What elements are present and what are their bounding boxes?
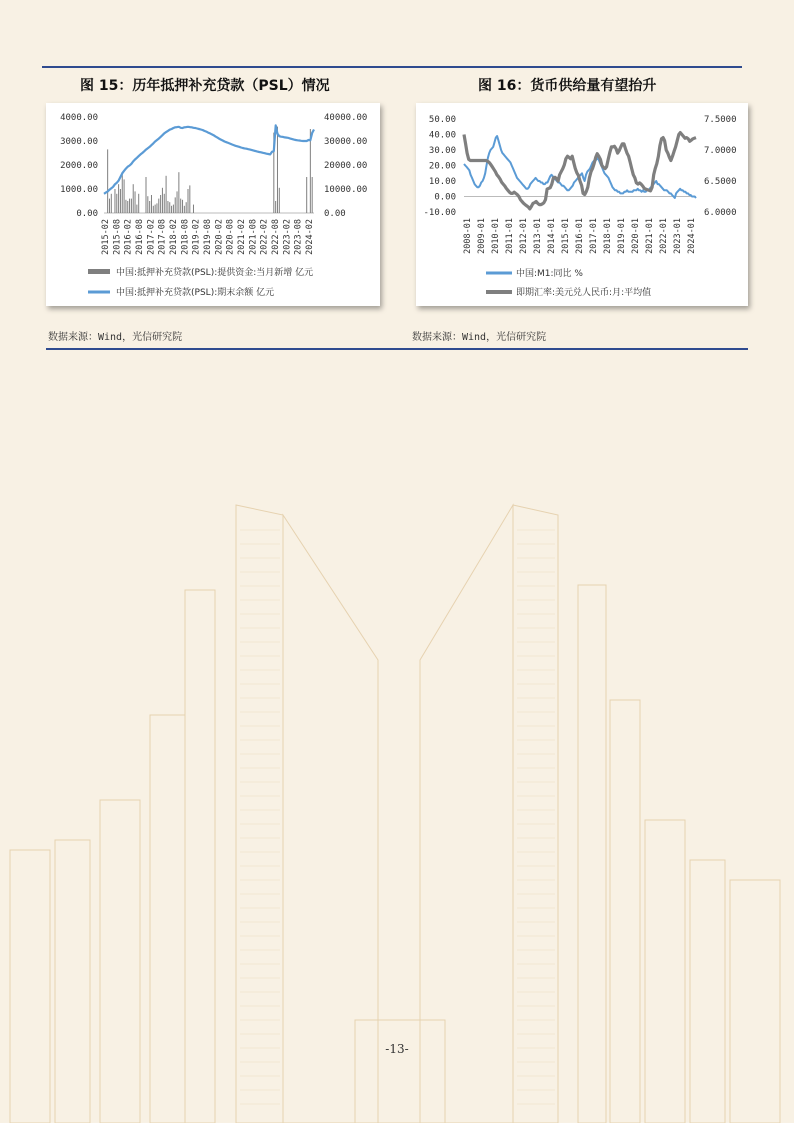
psl-bar (107, 149, 108, 213)
x-tick-label: 2021-08 (248, 219, 259, 255)
x-tick-label: 2011-01 (505, 218, 515, 254)
m1-fx-chart (416, 103, 748, 306)
psl-bar (175, 197, 176, 213)
figure-16-source: 数据来源：Wind，光信研究院 (412, 332, 547, 343)
y-left-tick-label: 40.00 (428, 130, 456, 141)
top-rule (42, 66, 742, 68)
psl-bar (279, 188, 280, 213)
psl-balance-line (104, 125, 314, 193)
x-tick-label: 2009-01 (477, 218, 487, 254)
x-tick-label: 2024-01 (687, 218, 697, 254)
legend-label-fx: 即期汇率:美元兑人民币:月:平均值 (516, 288, 652, 298)
psl-bar (188, 189, 189, 213)
x-tick-label: 2020-01 (631, 218, 641, 254)
psl-bar (173, 205, 174, 213)
y-left-tick-label: 50.00 (428, 115, 456, 125)
psl-bar (120, 189, 121, 213)
y-right-tick-label: 10000.00 (324, 185, 368, 195)
y-left-tick-label: 0.00 (76, 209, 98, 219)
psl-bar (111, 194, 112, 213)
x-tick-label: 2008-01 (463, 218, 473, 254)
x-tick-label: 2016-01 (575, 218, 585, 254)
x-tick-label: 2021-02 (237, 219, 247, 255)
psl-bar (171, 206, 172, 213)
psl-bar (118, 184, 119, 213)
bottom-rule (46, 348, 748, 350)
psl-bar (189, 185, 190, 213)
y-right-tick-label: 40000.00 (324, 113, 368, 123)
psl-bar (151, 195, 152, 213)
psl-bar (127, 201, 128, 213)
psl-bar (146, 177, 147, 213)
x-tick-label: 2023-01 (673, 218, 683, 254)
x-tick-label: 2019-02 (191, 219, 202, 255)
legend-label-m1: 中国:M1:同比 % (516, 269, 583, 279)
psl-bar (158, 199, 159, 213)
x-tick-label: 2017-02 (146, 219, 157, 255)
y-left-tick-label: 3000.00 (60, 137, 98, 147)
figure-16-chart (416, 103, 748, 306)
psl-bar (166, 176, 167, 213)
x-tick-label: 2015-02 (101, 219, 111, 255)
x-tick-label: 2018-01 (603, 218, 613, 254)
y-left-tick-label: 2000.00 (60, 161, 98, 171)
y-left-tick-label: -10.00 (423, 208, 456, 218)
x-tick-label: 2023-08 (293, 219, 304, 255)
legend-label-line: 中国:抵押补充贷款(PSL):期末余额 亿元 (116, 288, 275, 298)
x-tick-label: 2020-02 (214, 219, 225, 255)
psl-bar (310, 129, 311, 213)
x-tick-label: 2012-01 (519, 218, 529, 254)
psl-bar (169, 202, 170, 213)
psl-bar (177, 191, 178, 213)
x-tick-label: 2022-08 (271, 219, 281, 255)
psl-bar (122, 172, 123, 213)
psl-bar (178, 172, 179, 213)
x-tick-label: 2016-08 (135, 219, 145, 255)
figure-15-chart (46, 103, 380, 306)
x-tick-label: 2022-02 (259, 219, 270, 255)
x-tick-label: 2017-08 (157, 219, 168, 255)
figure-16-title: 图 16：货币供给量有望抬升 (478, 78, 657, 94)
y-right-tick-label: 7.0000 (704, 146, 737, 156)
x-tick-label: 2019-01 (617, 218, 627, 254)
y-left-tick-label: 30.00 (428, 146, 456, 156)
y-left-tick-label: 0.00 (434, 192, 456, 203)
psl-bar (114, 189, 115, 213)
y-left-tick-label: 1000.00 (60, 185, 98, 195)
x-tick-label: 2013-01 (533, 218, 543, 254)
psl-bar (147, 196, 148, 213)
x-tick-label: 2010-01 (491, 218, 501, 254)
psl-bar (133, 184, 134, 213)
psl-bar (180, 199, 181, 213)
psl-bar (138, 194, 139, 213)
x-tick-label: 2019-08 (203, 219, 213, 255)
psl-bar (277, 127, 278, 213)
psl-bar (153, 206, 154, 213)
x-tick-label: 2015-01 (561, 218, 571, 254)
y-right-tick-label: 0.00 (324, 209, 346, 219)
x-tick-label: 2016-02 (123, 219, 134, 255)
legend-swatch-bars (88, 269, 110, 274)
psl-bar (124, 179, 125, 213)
x-tick-label: 2015-08 (112, 219, 123, 255)
psl-bar (116, 194, 117, 213)
page-number: -13- (385, 1042, 409, 1056)
psl-bar (162, 188, 163, 213)
y-right-tick-label: 6.5000 (704, 177, 737, 187)
x-tick-label: 2024-02 (305, 219, 315, 255)
y-right-tick-label: 7.5000 (704, 115, 737, 125)
psl-bar (160, 195, 161, 213)
y-left-tick-label: 4000.00 (60, 113, 98, 123)
psl-bar (135, 191, 136, 213)
psl-bar (275, 201, 276, 213)
y-left-tick-label: 10.00 (428, 177, 456, 187)
psl-chart (46, 103, 380, 306)
psl-bar (164, 194, 165, 213)
x-tick-label: 2021-01 (645, 218, 655, 254)
x-tick-label: 2017-01 (589, 218, 599, 254)
psl-bar (109, 199, 110, 213)
y-right-tick-label: 30000.00 (324, 137, 368, 147)
psl-bar (312, 177, 313, 213)
y-right-tick-label: 6.0000 (704, 208, 737, 218)
psl-bar (167, 201, 168, 213)
y-right-tick-label: 20000.00 (324, 161, 368, 171)
x-tick-label: 2022-01 (659, 218, 669, 254)
x-tick-label: 2018-02 (169, 219, 179, 255)
x-tick-label: 2014-01 (547, 218, 557, 254)
psl-bar (184, 206, 185, 213)
x-tick-label: 2023-02 (282, 218, 293, 255)
psl-bar (186, 202, 187, 213)
psl-bar (193, 205, 194, 213)
psl-bar (125, 200, 126, 213)
x-tick-label: 2020-08 (225, 219, 236, 255)
y-left-tick-label: 20.00 (428, 161, 456, 172)
psl-bar (306, 177, 307, 213)
psl-bar (156, 203, 157, 213)
x-tick-label: 2018-08 (180, 219, 191, 255)
psl-bar (182, 200, 183, 213)
psl-bar (149, 201, 150, 213)
legend-label-bars: 中国:抵押补充贷款(PSL):提供资金:当月新增 亿元 (116, 268, 314, 278)
psl-bar (131, 199, 132, 213)
psl-bar (129, 199, 130, 213)
psl-bar (155, 205, 156, 213)
figure-15-title: 图 15：历年抵押补充贷款（PSL）情况 (80, 78, 330, 94)
figure-15-source: 数据来源：Wind，光信研究院 (48, 332, 183, 343)
psl-bar (136, 205, 137, 213)
